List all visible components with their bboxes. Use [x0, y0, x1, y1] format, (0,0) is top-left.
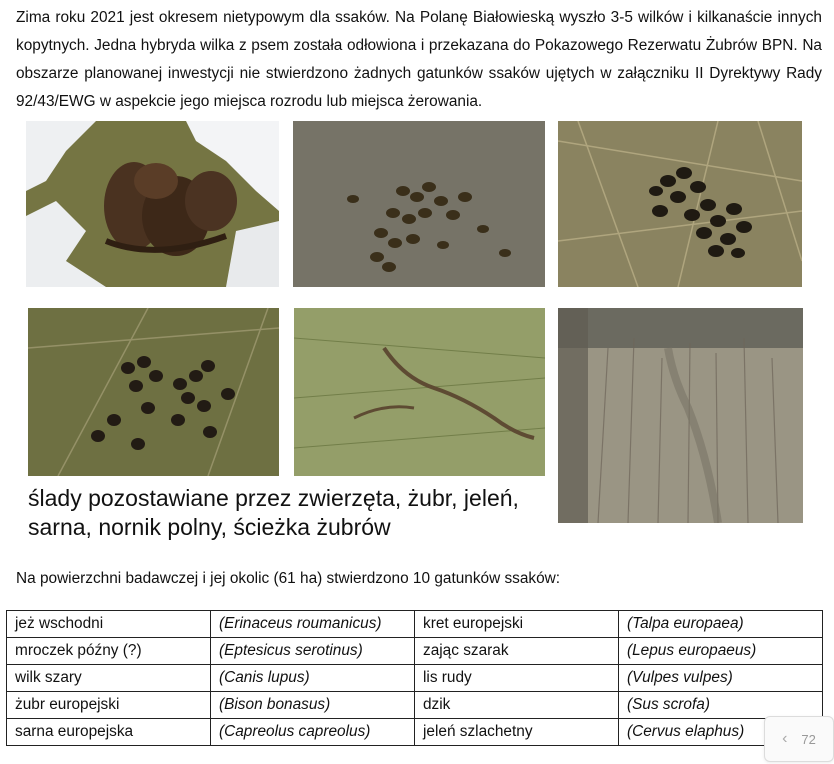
species-name-latin: (Vulpes vulpes): [619, 665, 823, 692]
body-paragraph: Zima roku 2021 jest okresem nietypowym dla ssaków. Na Polanę Białowieską wyszło 3-5 wilków i kilkanaście innych kopytnych. Jedna hybryda wilka z psem została odłowiona i przekazana do Pokazowego Rezerwatu Żubrów BPN. Na obszarze planowanej inwestycji nie stwierdzono żadnych gatunków ssaków ujętych w załączniku II Dyrektywy Rady 92/43/EWG w aspekcie jego miejsca rozrodu lub miejsca żerowania.: [16, 9, 822, 110]
species-name-latin: (Bison bonasus): [211, 692, 415, 719]
species-name-pl: dzik: [415, 692, 619, 719]
species-name-latin: (Sus scrofa): [619, 692, 823, 719]
caption-line-1: ślady pozostawiane przez zwierzęta, żubr, jeleń,: [28, 485, 519, 511]
table-row: [7, 692, 823, 719]
species-name-pl: wilk szary: [7, 665, 211, 692]
species-name-pl: kret europejski: [415, 611, 619, 638]
page-navigator[interactable]: [764, 716, 834, 762]
species-name-latin: (Erinaceus roumanicus): [211, 611, 415, 638]
photo-vole-tracks: [294, 308, 545, 476]
species-intro: Na powierzchni badawczej i jej okolic (61 ha) stwierdzono 10 gatunków ssaków:: [16, 570, 561, 587]
page-number: 72: [801, 731, 816, 747]
photo-deer-pellets-grass: [28, 308, 279, 476]
species-name-pl: zając szarak: [415, 638, 619, 665]
photo-caption: [28, 484, 548, 542]
species-name-pl: jeż wschodni: [7, 611, 211, 638]
table-row: [7, 719, 823, 746]
photo-roe-deer-pellets: [558, 121, 802, 287]
table-row: [7, 665, 823, 692]
species-name-pl: mroczek późny (?): [7, 638, 211, 665]
species-table: [6, 610, 823, 746]
species-name-latin: (Canis lupus): [211, 665, 415, 692]
photo-bison-dung: [26, 121, 279, 287]
species-name-latin: (Lepus europaeus): [619, 638, 823, 665]
species-name-pl: żubr europejski: [7, 692, 211, 719]
species-name-latin: (Capreolus capreolus): [211, 719, 415, 746]
table-row: [7, 638, 823, 665]
species-name-latin: (Eptesicus serotinus): [211, 638, 415, 665]
species-name-latin: (Cervus elaphus): [619, 719, 823, 746]
species-name-pl: lis rudy: [415, 665, 619, 692]
species-name-pl: sarna europejska: [7, 719, 211, 746]
caption-line-2: sarna, nornik polny, ścieżka żubrów: [28, 514, 391, 540]
photo-deer-pellets: [293, 121, 545, 287]
species-name-latin: (Talpa europaea): [619, 611, 823, 638]
photo-bison-path: [558, 308, 803, 523]
species-name-pl: jeleń szlachetny: [415, 719, 619, 746]
chevron-left-icon[interactable]: ‹: [782, 730, 788, 747]
table-row: [7, 611, 823, 638]
